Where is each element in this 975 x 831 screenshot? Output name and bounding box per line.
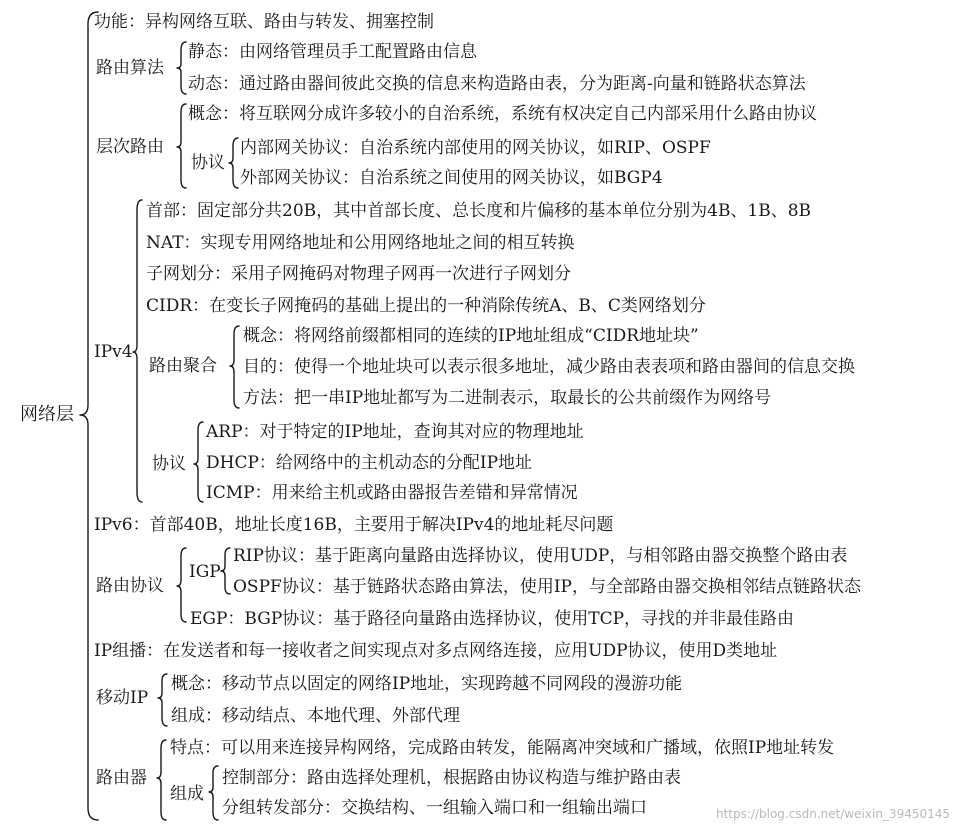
- hier-proto-label: 协议: [191, 153, 225, 173]
- static-item: 静态：由网络管理员手工配置路由信息: [188, 42, 477, 62]
- bracket-igp: [221, 548, 230, 594]
- control-item: 控制部分：路由选择处理机，根据路由协议构造与维护路由表: [222, 768, 681, 788]
- mobile-concept-item: 概念：移动节点以固定的网络IP地址，实现跨越不同网段的漫游功能: [171, 674, 683, 694]
- bracket-v4-proto: [194, 422, 203, 502]
- routing-proto-label: 路由协议: [96, 576, 164, 596]
- mobile-ip-label: 移动IP: [96, 688, 149, 708]
- ipv4-label: IPv4: [94, 342, 133, 362]
- bracket-route-agg: [230, 326, 239, 408]
- igp-desc-item: 内部网关协议：自治系统内部使用的网关协议，如RIP、OSPF: [240, 138, 711, 158]
- bracket-routing-algo: [177, 42, 186, 94]
- v4-proto-label: 协议: [152, 454, 186, 474]
- ipv6-item: IPv6：首部40B，地址长度16B，主要用于解决IPv4的地址耗尽问题: [94, 515, 614, 535]
- routing-algo-label: 路由算法: [96, 58, 164, 78]
- icmp-item: ICMP：用来给主机或路由器报告差错和异常情况: [206, 483, 578, 503]
- hier-routing-label: 层次路由: [96, 137, 164, 157]
- bracket-hier-proto: [229, 138, 238, 188]
- rip-item: RIP协议：基于距离向量路由选择协议，使用UDP，与相邻路由器交换整个路由表: [233, 546, 848, 566]
- function-item: 功能：异构网络互联、路由与转发、拥塞控制: [94, 12, 434, 32]
- router-comp-label: 组成: [170, 784, 204, 804]
- bracket-routing-proto: [177, 548, 186, 622]
- nat-item: NAT：实现专用网络地址和公用网络地址之间的相互转换: [146, 233, 575, 253]
- egp-desc-item: 外部网关协议：自治系统之间使用的网关协议，如BGP4: [240, 168, 663, 188]
- agg-purpose-item: 目的：使得一个地址块可以表示很多地址，减少路由表表项和路由器间的信息交换: [243, 357, 855, 377]
- agg-concept-item: 概念：将网络前缀都相同的连续的IP地址组成“CIDR地址块”: [243, 326, 699, 346]
- agg-method-item: 方法：把一串IP地址都写为二进制表示，取最长的公共前缀作为网络号: [243, 388, 772, 408]
- bracket-mobile-ip: [158, 674, 167, 726]
- route-agg-label: 路由聚合: [149, 356, 217, 376]
- cidr-item: CIDR：在变长子网掩码的基础上提出的一种消除传统A、B、C类网络划分: [146, 296, 706, 316]
- multicast-item: IP组播：在发送者和每一接收者之间实现点对多点网络连接，应用UDP协议，使用D类地址: [94, 641, 778, 661]
- dhcp-item: DHCP：给网络中的主机动态的分配IP地址: [206, 453, 533, 473]
- ospf-item: OSPF协议：基于链路状态路由算法，使用IP，与全部路由器交换相邻结点链路状态: [233, 577, 861, 597]
- hier-concept-item: 概念：将互联网分成许多较小的自治系统，系统有权决定自己内部采用什么路由协议: [188, 104, 817, 124]
- bracket-hier-routing: [177, 104, 186, 188]
- bracket-ipv4: [133, 200, 142, 502]
- bracket-router: [157, 740, 166, 820]
- watermark: https://blog.csdn.net/weixin_39450145: [716, 807, 951, 821]
- egp-item: EGP：BGP协议：基于路径向量路由选择协议，使用TCP，寻找的并非最佳路由: [190, 609, 795, 629]
- bracket-router-comp: [209, 766, 218, 820]
- router-feature-item: 特点：可以用来连接异构网络，完成路由转发，能隔离冲突域和广播域，依照IP地址转发: [170, 738, 835, 758]
- subnet-item: 子网划分：采用子网掩码对物理子网再一次进行子网划分: [146, 264, 571, 284]
- mobile-comp-item: 组成：移动结点、本地代理、外部代理: [171, 706, 460, 726]
- igp-label: IGP: [189, 562, 221, 582]
- dynamic-item: 动态：通过路由器间彼此交换的信息来构造路由表，分为距离-向量和链路状态算法: [188, 74, 806, 94]
- router-label: 路由器: [96, 768, 147, 788]
- header-item: 首部：固定部分共20B，其中首部长度、总长度和片偏移的基本单位分别为4B、1B、8B: [146, 201, 812, 221]
- forward-item: 分组转发部分：交换结构、一组输入端口和一组输出端口: [222, 798, 647, 818]
- root-label: 网络层: [20, 404, 74, 425]
- arp-item: ARP：对于特定的IP地址，查询其对应的物理地址: [206, 422, 584, 442]
